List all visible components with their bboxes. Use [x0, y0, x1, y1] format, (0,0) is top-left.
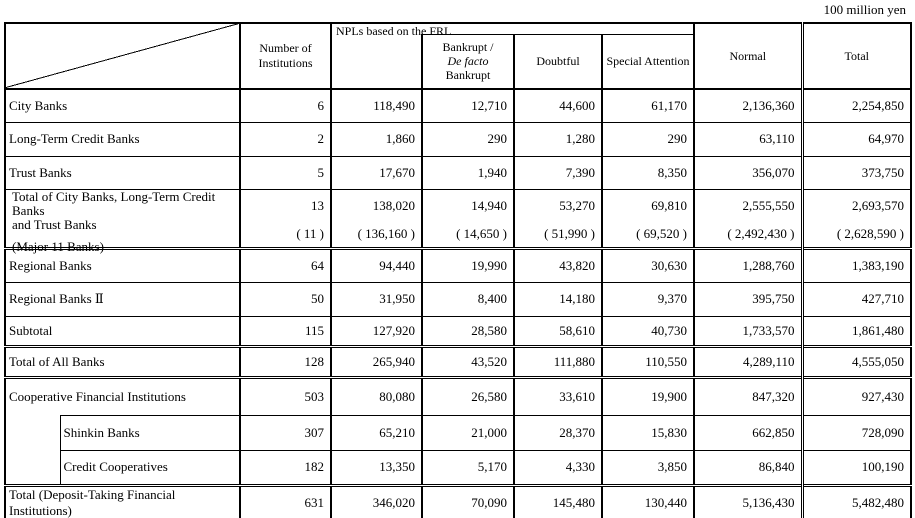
value-cell: 8,400	[422, 282, 514, 316]
value-cell: 1,940	[422, 156, 514, 189]
value-cell: 503	[240, 377, 331, 415]
column-header-special-attention: Special Attention	[602, 34, 694, 89]
value-cell	[422, 189, 514, 248]
value-cell: 182	[240, 450, 331, 485]
value-cell: 15,830	[602, 415, 694, 450]
value-cell: 427,710	[802, 282, 911, 316]
npl-frl-table	[4, 22, 912, 518]
value-cell: 6	[240, 89, 331, 122]
value-cell: 4,555,050	[802, 346, 911, 377]
row-label: Shinkin Banks	[60, 415, 240, 450]
row-label-line1: Total of City Banks, Long-Term Credit Banks	[12, 189, 216, 218]
value-cell: 28,370	[514, 415, 602, 450]
value-cell: 1,280	[514, 122, 602, 156]
row-cooperative-financial-institutions	[5, 377, 911, 415]
value-cell: 110,550	[602, 346, 694, 377]
value-cell: 64,970	[802, 122, 911, 156]
value-cell: 145,480	[514, 485, 602, 518]
main-value: 13	[311, 198, 324, 213]
value-cell: 5	[240, 156, 331, 189]
paren-value: ( 2,628,590 )	[836, 226, 905, 241]
value-cell: 30,630	[602, 248, 694, 282]
table-body	[5, 89, 911, 518]
bankrupt-label-line1: Bankrupt /	[442, 40, 494, 55]
value-cell: 373,750	[802, 156, 911, 189]
row-label: Trust Banks	[5, 156, 240, 189]
value-cell: 847,320	[694, 377, 802, 415]
value-cell: 40,730	[602, 316, 694, 346]
row-long-term-credit-banks	[5, 122, 911, 156]
value-cell: 43,820	[514, 248, 602, 282]
diagonal-corner-cell	[5, 23, 240, 89]
value-cell: 290	[422, 122, 514, 156]
value-cell: 4,289,110	[694, 346, 802, 377]
row-label	[5, 189, 240, 254]
value-cell: 14,180	[514, 282, 602, 316]
value-cell: 64	[240, 248, 331, 282]
value-cell: 130,440	[602, 485, 694, 518]
value-cell	[802, 189, 911, 248]
row-regional-banks-2	[5, 282, 911, 316]
value-cell: 2	[240, 122, 331, 156]
value-cell: 927,430	[802, 377, 911, 415]
value-cell: 1,861,480	[802, 316, 911, 346]
value-cell: 9,370	[602, 282, 694, 316]
table-header	[5, 23, 911, 89]
value-cell: 8,350	[602, 156, 694, 189]
row-label: Cooperative Financial Institutions	[5, 377, 240, 415]
row-label: Long-Term Credit Banks	[5, 122, 240, 156]
value-cell: 70,090	[422, 485, 514, 518]
paren-value: ( 51,990 )	[544, 226, 595, 241]
value-cell: 2,254,850	[802, 89, 911, 122]
value-cell: 31,950	[331, 282, 422, 316]
value-cell: 128	[240, 346, 331, 377]
value-cell: 50	[240, 282, 331, 316]
value-cell: 80,080	[331, 377, 422, 415]
npl-group-spacer	[422, 23, 694, 34]
indent-spacer-cell	[5, 415, 60, 485]
main-value: 2,555,550	[742, 198, 795, 213]
value-cell: 631	[240, 485, 331, 518]
row-label-line2: and Trust Banks	[12, 217, 97, 232]
column-header-institutions: Number of Institutions	[240, 23, 331, 89]
value-cell: 5,136,430	[694, 485, 802, 518]
main-value: 53,270	[559, 198, 595, 213]
value-cell: 1,383,190	[802, 248, 911, 282]
value-cell	[331, 189, 422, 248]
value-cell: 3,850	[602, 450, 694, 485]
row-total-deposit-taking	[5, 485, 911, 518]
column-header-doubtful: Doubtful	[514, 34, 602, 89]
main-value: 2,693,570	[852, 198, 905, 213]
value-cell	[694, 189, 802, 248]
row-shinkin-banks	[5, 415, 911, 450]
column-header-npl-group	[331, 23, 452, 89]
value-cell: 19,990	[422, 248, 514, 282]
row-label: Subtotal	[5, 316, 240, 346]
value-cell	[602, 189, 694, 248]
value-cell: 33,610	[514, 377, 602, 415]
value-cell: 5,170	[422, 450, 514, 485]
row-trust-banks	[5, 156, 911, 189]
value-cell: 395,750	[694, 282, 802, 316]
value-cell: 58,610	[514, 316, 602, 346]
value-cell	[514, 189, 602, 248]
row-subtotal	[5, 316, 911, 346]
value-cell: 4,330	[514, 450, 602, 485]
value-cell: 28,580	[422, 316, 514, 346]
value-cell: 2,136,360	[694, 89, 802, 122]
value-cell: 346,020	[331, 485, 422, 518]
value-cell: 728,090	[802, 415, 911, 450]
value-cell: 13,350	[331, 450, 422, 485]
row-city-banks	[5, 89, 911, 122]
row-label: Total (Deposit-Taking Financial Institutions)	[5, 485, 240, 518]
value-cell: 94,440	[331, 248, 422, 282]
column-header-normal: Normal	[694, 23, 802, 89]
row-label: City Banks	[5, 89, 240, 122]
header-row-group	[5, 23, 911, 34]
npl-group-label: NPLs based on the FRL	[336, 24, 452, 38]
value-cell: 43,520	[422, 346, 514, 377]
value-cell: 307	[240, 415, 331, 450]
column-header-total: Total	[802, 23, 911, 89]
value-cell: 19,900	[602, 377, 694, 415]
value-cell: 100,190	[802, 450, 911, 485]
value-cell: 1,288,760	[694, 248, 802, 282]
value-cell: 12,710	[422, 89, 514, 122]
value-cell: 1,733,570	[694, 316, 802, 346]
value-cell: 111,880	[514, 346, 602, 377]
value-cell: 1,860	[331, 122, 422, 156]
column-header-bankrupt	[422, 34, 514, 89]
row-label: Total of All Banks	[5, 346, 240, 377]
row-label-line3: (Major 11 Banks)	[12, 239, 104, 254]
value-cell: 265,940	[331, 346, 422, 377]
value-cell: 7,390	[514, 156, 602, 189]
main-value: 69,810	[651, 198, 688, 213]
row-total-all-banks	[5, 346, 911, 377]
value-cell: 5,482,480	[802, 485, 911, 518]
unit-label: 100 million yen	[823, 2, 906, 17]
value-cell: 21,000	[422, 415, 514, 450]
value-cell: 65,210	[331, 415, 422, 450]
value-cell: 127,920	[331, 316, 422, 346]
value-cell: 61,170	[602, 89, 694, 122]
value-cell: 17,670	[331, 156, 422, 189]
value-cell: 290	[602, 122, 694, 156]
bankrupt-label-line3: Bankrupt	[445, 68, 491, 83]
row-label: Credit Cooperatives	[60, 450, 240, 485]
bankrupt-label-line2: De facto	[447, 54, 489, 69]
value-cell: 63,110	[694, 122, 802, 156]
value-cell: 26,580	[422, 377, 514, 415]
value-cell: 86,840	[694, 450, 802, 485]
value-cell: 118,490	[331, 89, 422, 122]
main-value: 138,020	[372, 198, 415, 213]
paren-value: ( 136,160 )	[357, 226, 415, 241]
value-cell: 356,070	[694, 156, 802, 189]
paren-value: ( 69,520 )	[636, 226, 688, 241]
row-label: Regional Banks Ⅱ	[5, 282, 240, 316]
row-label: Regional Banks	[5, 248, 240, 282]
main-value: 14,940	[471, 198, 507, 213]
paren-value: ( 11 )	[296, 226, 324, 241]
row-credit-cooperatives	[5, 450, 911, 485]
paren-value: ( 14,650 )	[456, 226, 507, 241]
row-major-11-banks-total	[5, 189, 911, 248]
value-cell: 44,600	[514, 89, 602, 122]
paren-value: ( 2,492,430 )	[727, 226, 795, 241]
value-cell	[240, 189, 331, 248]
value-cell: 662,850	[694, 415, 802, 450]
value-cell: 115	[240, 316, 331, 346]
